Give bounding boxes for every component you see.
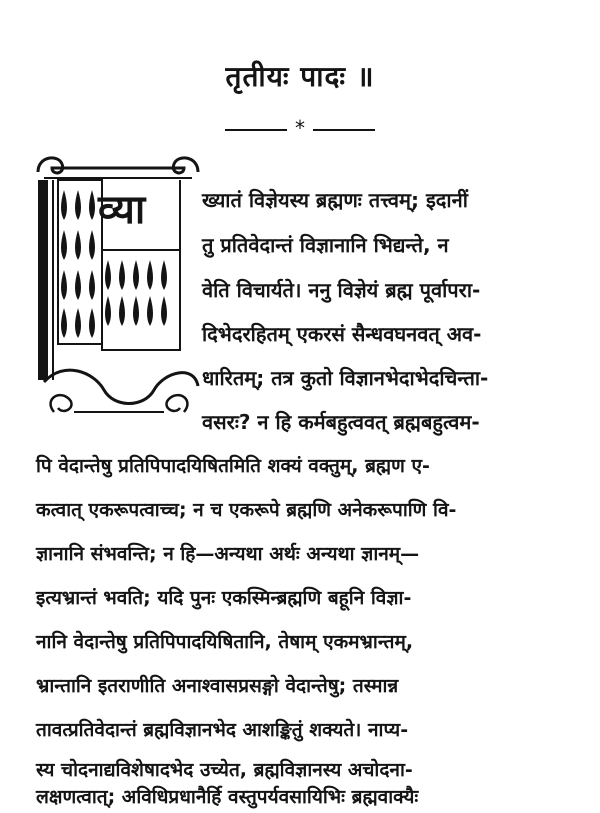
text-line-10: इत्यभ्रान्तं भवति; यदि पुनः एकस्मिन्ब्रह्मणि बहूनि विज्ञा- (36, 587, 412, 609)
text-line-13: तावत्प्रतिवेदान्तं ब्रह्मविज्ञानभेद आशङ्कितुं शक्यते। नाप्य- (36, 719, 409, 741)
text-line-1: ख्यातं विज्ञेयस्य ब्रह्मणः तत्त्वम्; इदानीं (202, 188, 468, 212)
text-line-15: लक्षणत्वात्; अविधिप्रधानैर्हि वस्तुपर्यवसायिभिः ब्रह्मवाक्यैः (36, 786, 419, 808)
text-line-5: धारितम्; तत्र कुतो विज्ञानभेदाभेदचिन्ता- (202, 366, 489, 390)
text-line-2: तु प्रतिवेदान्तं विज्ञानानि भिद्यन्ते, न (202, 233, 449, 257)
divider-line-right (313, 129, 375, 131)
text-line-9: ज्ञानानि संभवन्ति; न हि—अन्यथा अर्थः अन्यथा ज्ञानम्— (36, 543, 420, 565)
text-line-11: नानि वेदान्तेषु प्रतिपिपादयिषितानि, तेषाम् एकमभ्रान्तम्, (36, 631, 414, 653)
drop-cap-initial: व्या (98, 187, 146, 233)
divider-star-icon: * (295, 116, 305, 140)
section-divider (225, 116, 375, 140)
text-line-14: स्य चोदनाद्यविशेषादभेद उच्येत, ब्रह्मविज्ञानस्य अचोदना- (36, 759, 413, 781)
text-line-8: कत्वात् एकरूपत्वाच्च; न च एकरूपे ब्रह्मणि अनेकरूपाणि वि- (36, 499, 457, 521)
text-line-6: वसरः? न हि कर्मबहुत्ववत् ब्रह्मबहुत्वम- (202, 410, 480, 434)
text-line-3: वेति विचार्यते। ननु विज्ञेयं ब्रह्म पूर्वापरा- (202, 278, 481, 302)
text-line-4: दिभेदरहितम् एकरसं सैन्धवघनवत् अव- (202, 322, 482, 346)
text-line-7: पि वेदान्तेषु प्रतिपिपादयिषितमिति शक्यं वक्तुम्, ब्रह्मण ए- (36, 455, 430, 477)
chapter-heading: तृतीयः पादः ॥ (225, 60, 375, 93)
text-line-12: भ्रान्तानि इतराणीति अनाश्वासप्रसङ्गो वेदान्तेषु; तस्मान्न (36, 675, 399, 697)
divider-line-left (225, 129, 287, 131)
